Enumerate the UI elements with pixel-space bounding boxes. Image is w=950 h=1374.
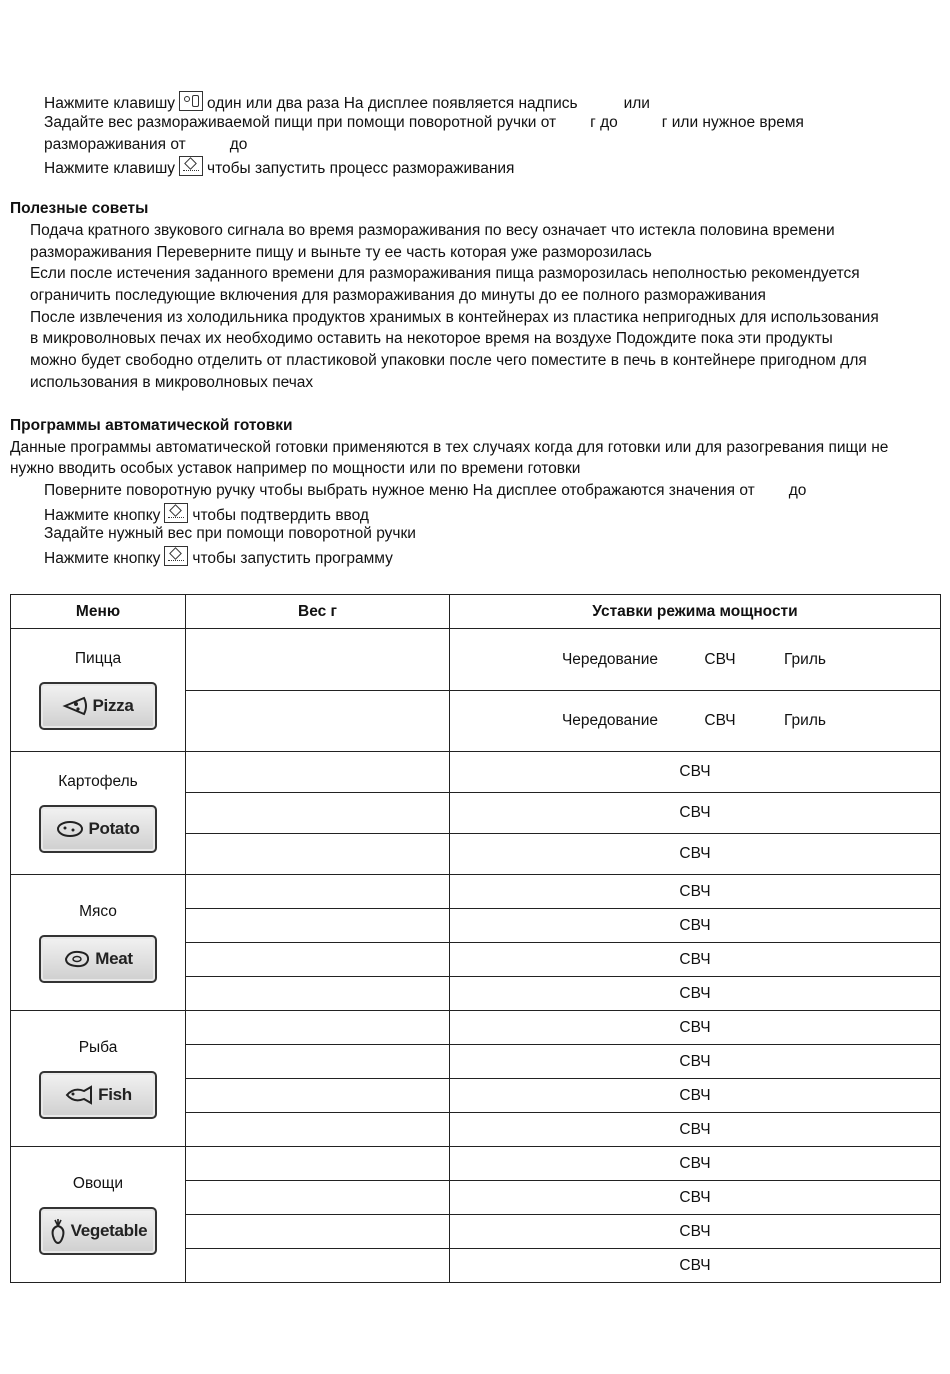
fish-icon: [64, 1085, 94, 1105]
defrost-step-2: Задайте вес размораживаемой пищи при помощи поворотной ручки от г до г или нужное время: [44, 114, 804, 131]
power-cell: СВЧ: [450, 977, 941, 1011]
weight-cell: [186, 834, 450, 875]
weight-cell: [186, 629, 450, 691]
power-cell: СВЧ: [450, 1249, 941, 1283]
weight-cell: [186, 1147, 450, 1181]
tips-line: размораживания Переверните пищу и выньте ту ее часть которая уже разморозилась: [30, 244, 652, 261]
weight-cell: [186, 943, 450, 977]
meat-button[interactable]: Meat: [39, 935, 157, 983]
menu-potato: Картофель Potato: [11, 752, 186, 875]
header-power: Уставки режима мощности: [450, 595, 941, 629]
tips-line: в микроволновых печах их необходимо оставить на некоторое время на воздухе Подождите пока эти продукты: [30, 330, 833, 347]
power-cell: СВЧ: [450, 793, 941, 834]
fish-button[interactable]: Fish: [39, 1071, 157, 1119]
defrost-step-1: Нажмите клавишу один или два раза На дисплее появляется надпись или: [44, 91, 650, 114]
menu-vegetable: Овощи Vegetable: [11, 1147, 186, 1283]
auto-step-3: Задайте нужный вес при помощи поворотной ручки: [44, 525, 416, 542]
weight-cell: [186, 875, 450, 909]
power-cell: СВЧ: [450, 943, 941, 977]
auto-intro: Данные программы автоматической готовки применяются в тех случаях когда для готовки или для разогревания пищи не: [10, 439, 889, 456]
power-cell: СВЧ: [450, 875, 941, 909]
tips-line: использования в микроволновых печах: [30, 374, 314, 391]
power-cell: СВЧ: [450, 1147, 941, 1181]
weight-cell: [186, 1045, 450, 1079]
power-cell: СВЧ: [450, 1011, 941, 1045]
potato-button[interactable]: Potato: [39, 805, 157, 853]
auto-program-table: [10, 594, 941, 1283]
weight-cell: [186, 1181, 450, 1215]
power-cell: СВЧ: [450, 1113, 941, 1147]
auto-step-2: Нажмите кнопку чтобы подтвердить ввод: [44, 503, 369, 526]
defrost-step-3: Нажмите клавишу чтобы запустить процесс размораживания: [44, 156, 514, 179]
power-cell: СВЧ: [450, 1045, 941, 1079]
tips-line: ограничить последующие включения для размораживания до минуты до ее полного размораживания: [30, 287, 766, 304]
weight-cell: [186, 1113, 450, 1147]
tips-line: можно будет свободно отделить от пластиковой упаковки после чего поместите в печь в контейнере пригодном для: [30, 352, 867, 369]
weight-cell: [186, 1215, 450, 1249]
weight-cell: [186, 752, 450, 793]
meat-icon: [63, 949, 91, 969]
power-cell: СВЧ: [450, 1181, 941, 1215]
pizza-icon: [62, 695, 88, 717]
start-key-icon: [164, 546, 188, 566]
table-header-row: [11, 595, 941, 629]
table-row: [11, 1011, 941, 1045]
auto-heading: Программы автоматической готовки: [10, 417, 293, 434]
power-cell: Чередование СВЧ Гриль: [450, 691, 941, 752]
pizza-button[interactable]: Pizza: [39, 682, 157, 730]
defrost-key-icon: [179, 91, 203, 111]
weight-cell: [186, 1079, 450, 1113]
start-key-icon: [164, 503, 188, 523]
vegetable-button[interactable]: Vegetable: [39, 1207, 157, 1255]
potato-icon: [56, 819, 84, 839]
tips-line: Если после истечения заданного времени для размораживания пища разморозилась неполностью рекомендуется: [30, 265, 860, 282]
menu-pizza: Пицца Pizza: [11, 629, 186, 752]
table-row: [11, 752, 941, 793]
tips-line: Подача кратного звукового сигнала во время размораживания по весу означает что истекла половина времени: [30, 222, 835, 239]
power-cell: Чередование СВЧ Гриль: [450, 629, 941, 691]
menu-meat: Мясо Meat: [11, 875, 186, 1011]
start-key-icon: [179, 156, 203, 176]
auto-step-4: Нажмите кнопку чтобы запустить программу: [44, 546, 393, 569]
power-cell: СВЧ: [450, 752, 941, 793]
auto-step-1: Поверните поворотную ручку чтобы выбрать нужное меню На дисплее отображаются значения от до: [44, 482, 807, 499]
weight-cell: [186, 691, 450, 752]
tips-heading: Полезные советы: [10, 200, 149, 217]
table-row: [11, 629, 941, 691]
menu-fish: Рыба Fish: [11, 1011, 186, 1147]
vegetable-icon: [49, 1218, 67, 1244]
table-row: [11, 875, 941, 909]
weight-cell: [186, 793, 450, 834]
power-cell: СВЧ: [450, 1215, 941, 1249]
header-menu: Меню: [11, 595, 186, 629]
tips-line: После извлечения из холодильника продуктов хранимых в контейнерах из пластика непригодных для использования: [30, 309, 879, 326]
power-cell: СВЧ: [450, 834, 941, 875]
weight-cell: [186, 977, 450, 1011]
weight-cell: [186, 1249, 450, 1283]
power-cell: СВЧ: [450, 1079, 941, 1113]
header-weight: Вес г: [186, 595, 450, 629]
weight-cell: [186, 1011, 450, 1045]
weight-cell: [186, 909, 450, 943]
table-row: [11, 1147, 941, 1181]
power-cell: СВЧ: [450, 909, 941, 943]
auto-intro: нужно вводить особых уставок например по мощности или по времени готовки: [10, 460, 581, 477]
defrost-step-2b: размораживания от до: [44, 136, 248, 153]
